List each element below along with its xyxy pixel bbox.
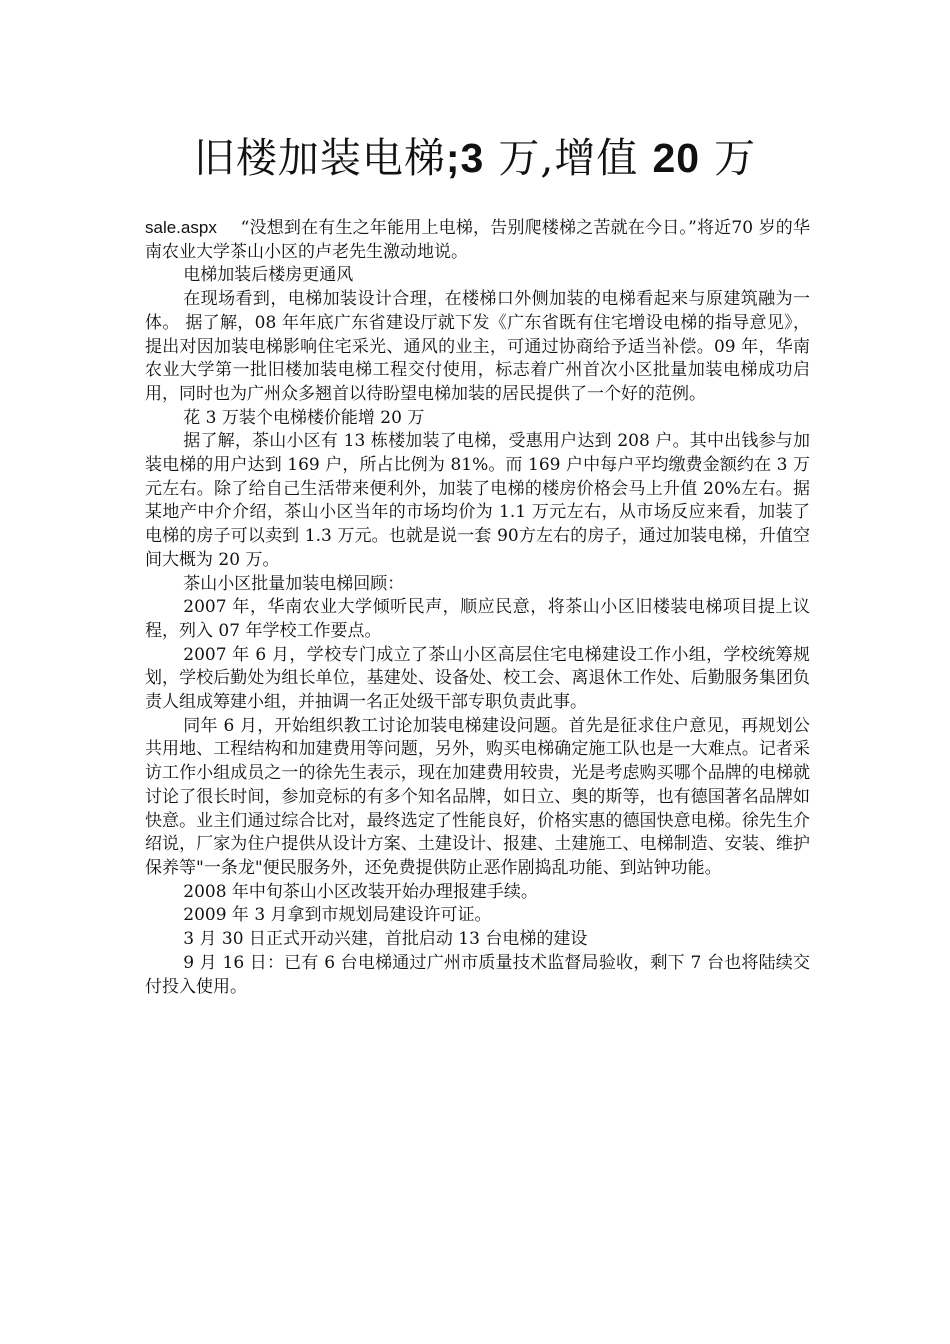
paragraph: 2007 年 6 月，学校专门成立了茶山小区高层住宅电梯建设工作小组，学校统筹规划，学校后勤处为组长单位，基建处、设备处、校工会、离退休工作处、后勤服务集团负责人组成筹建小组，并抽调一名正处级干部专职负责此事。 bbox=[145, 644, 810, 713]
paragraph: 3 月 30 日正式开动兴建，首批启动 13 台电梯的建设 bbox=[183, 929, 588, 950]
section-heading: 茶山小区批量加装电梯回顾： bbox=[183, 573, 405, 594]
title-part-1: 旧楼加装电梯 bbox=[193, 134, 446, 182]
title-part-3: 万,增值 bbox=[484, 134, 653, 182]
paragraph: 同年 6 月，开始组织教工讨论加装电梯建设问题。首先是征求住户意见，再规划公共用地、工程结构和加建费用等问题，另外，购买电梯确定施工队也是一大难点。记者采访工作小组成员之一的徐先生表示，现在加建费用较贵，光是考虑购买哪个品牌的电梯就讨论了很长时间，参加竞标的有多个知名品牌，如日立、奥的斯等，也有德国著名品牌如快意。业主们通过综合比对，最终选定了性能良好，价格实惠的德国快意电梯。徐先生介绍说，厂家为住户提供从设计方案、土建设计、报建、土建施工、电梯制造、安装、维护保养等"一条龙"便民服务外，还免费提供防止恶作剧捣乱功能、到站钟功能。 bbox=[145, 715, 810, 878]
paragraph: 2007 年，华南农业大学倾听民声，顺应民意，将茶山小区旧楼装电梯项目提上议程，列入 07 年学校工作要点。 bbox=[145, 597, 810, 641]
paragraph: 2008 年中旬茶山小区改装开始办理报建手续。 bbox=[183, 881, 538, 902]
paragraph: 据了解，茶山小区有 13 栋楼加装了电梯，受惠用户达到 208 户。其中出钱参与加装电梯的用户达到 169 户，所占比例为 81%。而 169 户中每户平均缴费金额约在 3 万元左右。除了给自己生活带来便利外，加装了电梯的楼房价格会马上升值 20%左右。据某地产中介介绍，茶山小区当年的市场均价为 1.1 万元左右，从市场反应来看，加装了电梯的房子可以卖到 1.3 万元。也就是说一套 90方左右的房子，通过加装电梯，升值空间大概为 20 万。 bbox=[145, 431, 810, 570]
section-heading: 花 3 万装个电梯楼价能增 20 万 bbox=[183, 407, 425, 428]
article-body bbox=[145, 216, 810, 999]
paragraph-text: “没想到在有生之年能用上电梯，告别爬楼梯之苦就在今日。”将近70 岁的华南农业大学茶山小区的卢老先生激动地说。 bbox=[145, 218, 810, 262]
paragraph: 2009 年 3 月拿到市规划局建设许可证。 bbox=[183, 905, 492, 926]
document-title bbox=[0, 132, 950, 184]
paragraph: 9 月 16 日：已有 6 台电梯通过广州市质量技术监督局验收，剩下 7 台也将陆续交付投入使用。 bbox=[145, 952, 810, 997]
title-part-2: ;3 bbox=[445, 135, 485, 181]
paragraph-intro bbox=[145, 216, 810, 264]
paragraph: 在现场看到，电梯加装设计合理，在楼梯口外侧加装的电梯看起来与原建筑融为一体。 据了解，08 年年底广东省建设厅就下发《广东省既有住宅增设电梯的指导意见》，提出对因加装电梯影响住宅采光、通风的业主，可通过协商给予适当补偿。09 年，华南农业大学第一批旧楼加装电梯工程交付使用，标志着广州首次小区批量加装电梯成功启用，同时也为广州众多翘首以待盼望电梯加装的居民提供了一个好的范例。 bbox=[145, 289, 810, 404]
section-heading: 电梯加装后楼房更通风 bbox=[183, 265, 354, 286]
title-part-4: 20 bbox=[652, 135, 701, 181]
source-label: sale.aspx bbox=[145, 218, 217, 237]
title-part-5: 万 bbox=[700, 134, 757, 182]
